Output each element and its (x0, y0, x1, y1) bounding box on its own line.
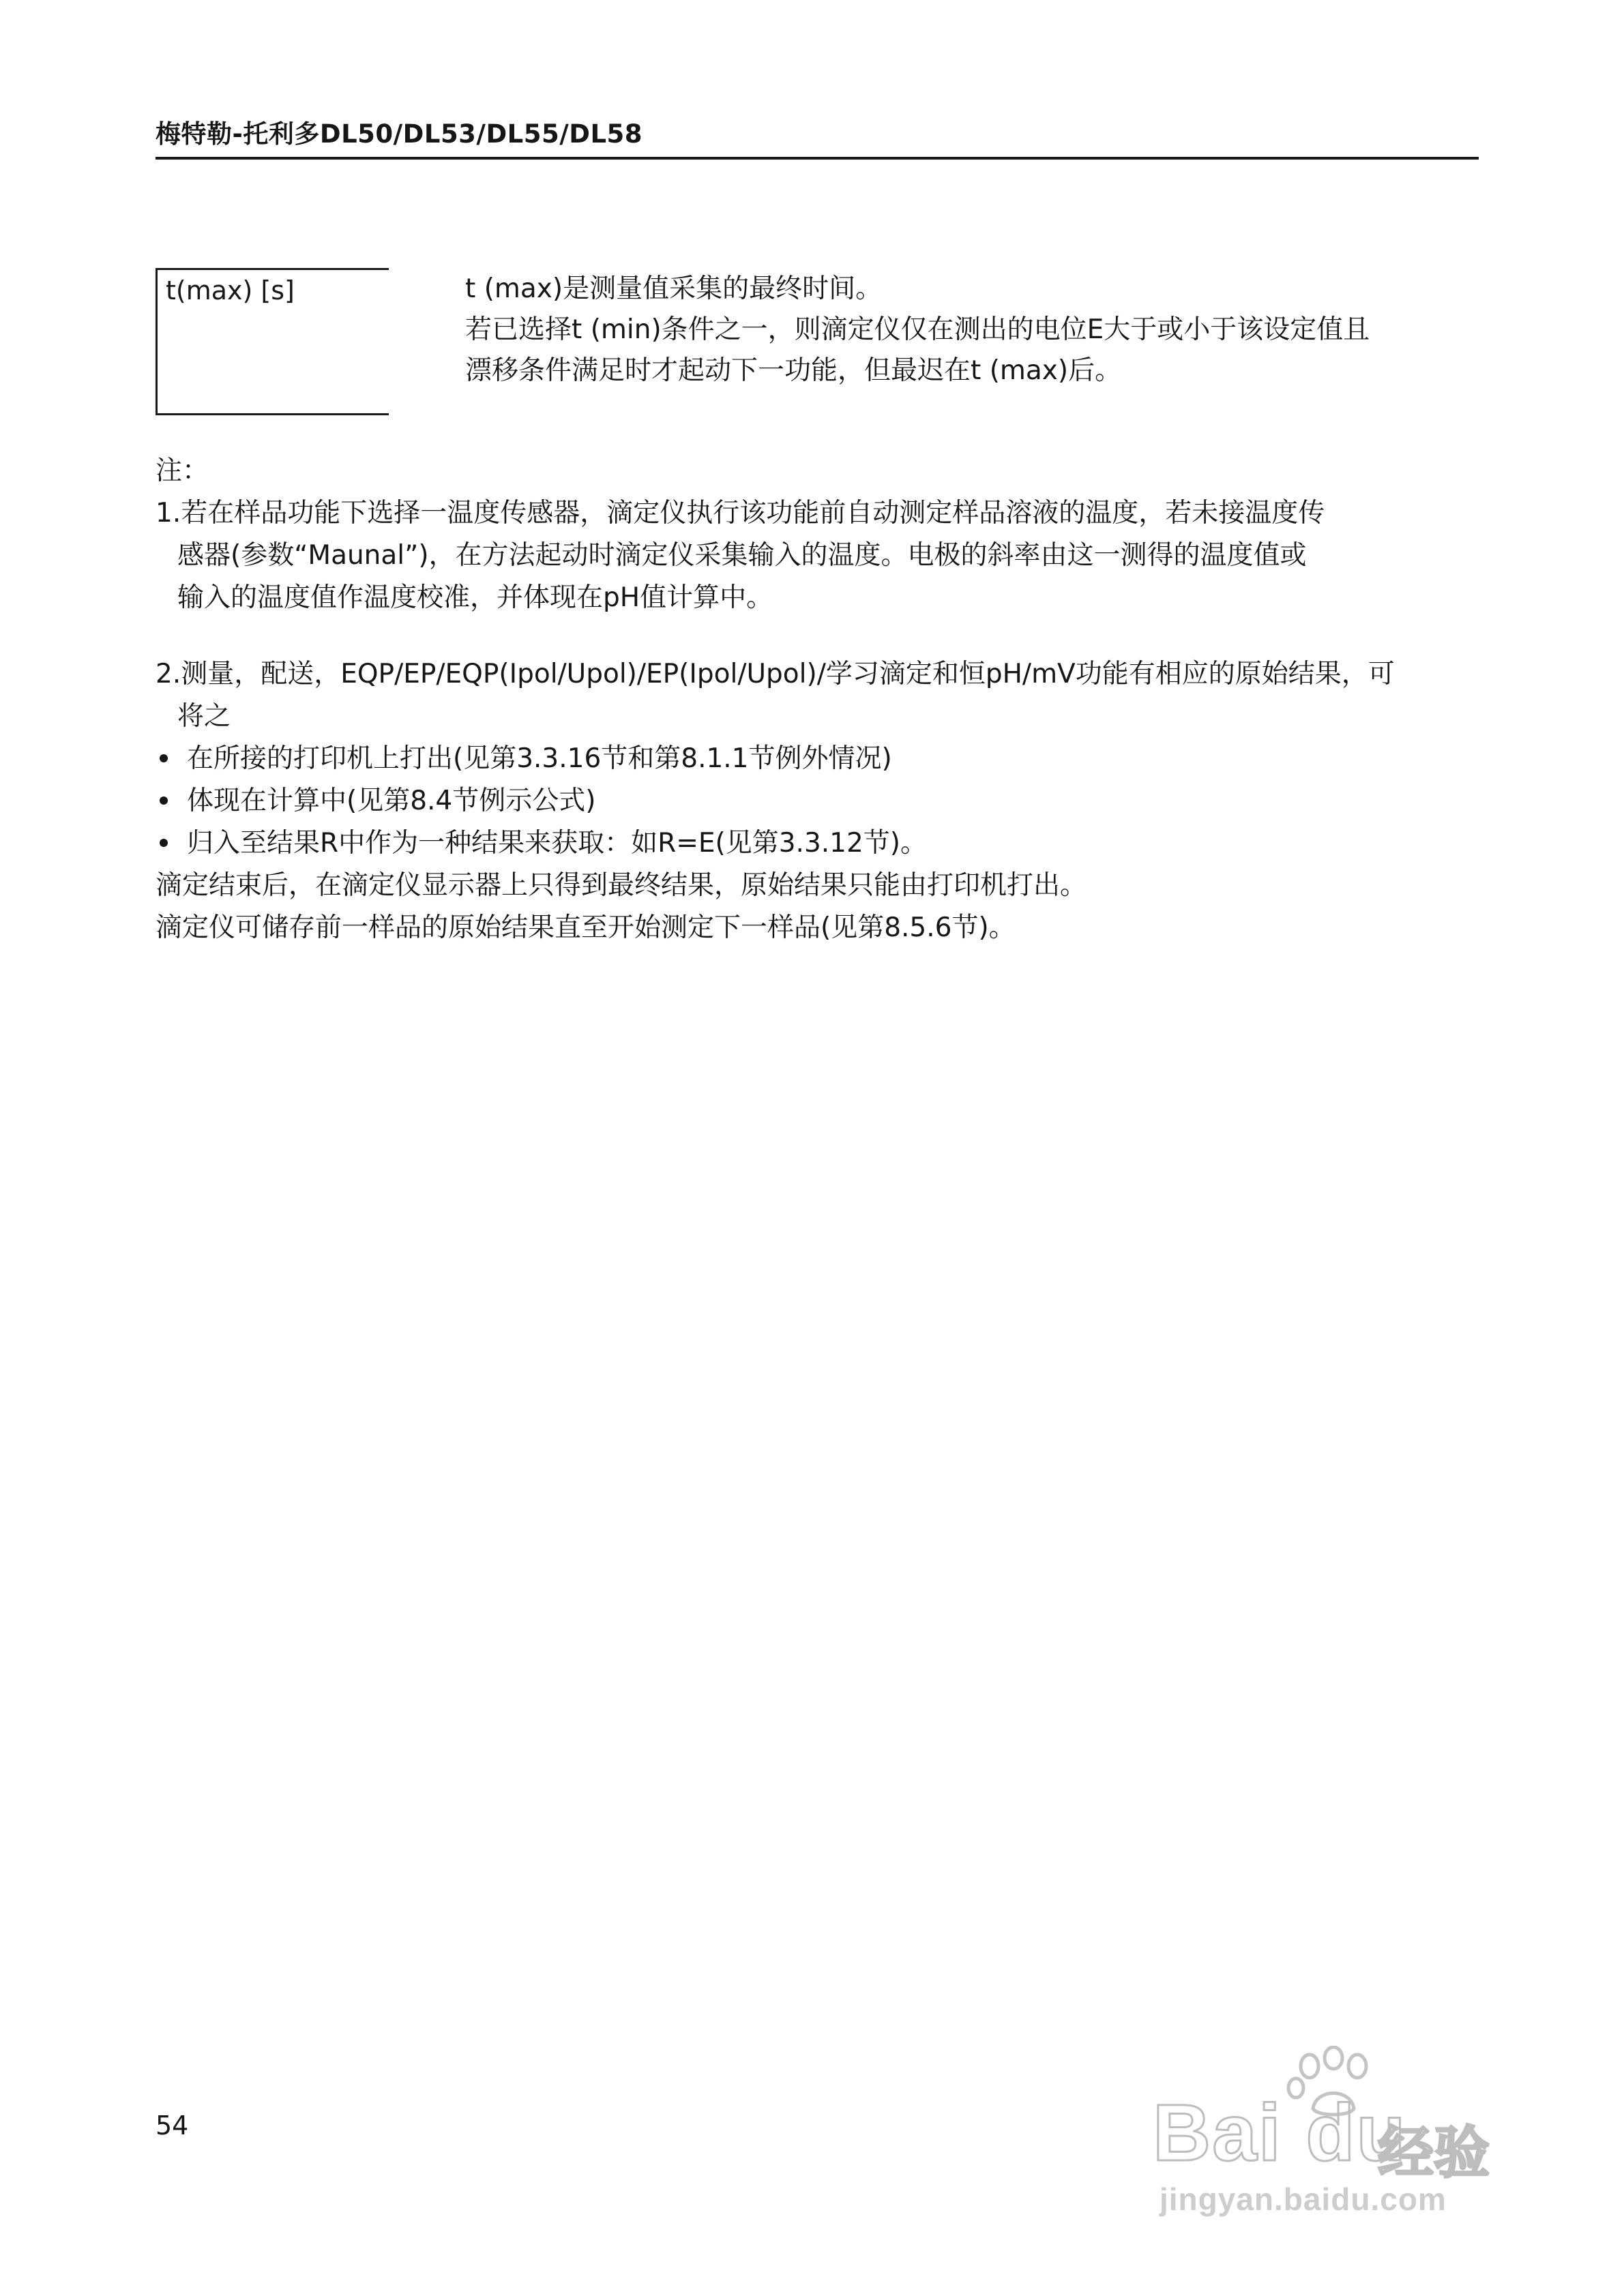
watermark-label: 经验 (1378, 2121, 1490, 2186)
bullet-icon (160, 796, 168, 805)
paragraph-gap (156, 619, 1481, 653)
parameter-label: t(max) [s] (166, 275, 295, 305)
notes-section (156, 450, 1481, 949)
bullet-item (156, 780, 1481, 822)
bullet-item (156, 822, 1481, 865)
header-title: 梅特勒-托利多DL50/DL53/DL55/DL58 (156, 119, 643, 149)
description-line: 若已选择t (min)条件之一，则滴定仪仅在测出的电位E大于或小于该设定值且 (465, 314, 1370, 345)
bullet-text: 归入至结果R中作为一种结果来获取：如R=E(见第3.3.12节)。 (187, 828, 927, 859)
watermark-url: jingyan.baidu.com (1160, 2181, 1447, 2217)
bullet-item (156, 738, 1481, 780)
bullet-icon (160, 839, 168, 847)
page-header (156, 115, 1479, 160)
watermark-brand: Bai du (1153, 2088, 1407, 2178)
parameter-box (156, 268, 389, 415)
bullet-text: 体现在计算中(见第8.4节例示公式) (187, 786, 596, 816)
page-number: 54 (156, 2111, 189, 2141)
notes-heading: 注： (156, 456, 209, 486)
description-line: t (max)是测量值采集的最终时间。 (465, 273, 883, 304)
note-1-line: 1.若在样品功能下选择一温度传感器，滴定仪执行该功能前自动测定样品溶液的温度，若未接温度传 (156, 498, 1325, 528)
baidu-watermark (1153, 2046, 1535, 2223)
note-1-line: 输入的温度值作温度校准，并体现在pH值计算中。 (177, 582, 773, 613)
closing-line: 滴定仪可储存前一样品的原始结果直至开始测定下一样品(见第8.5.6节)。 (156, 912, 1016, 943)
note-2-line: 将之 (177, 701, 231, 732)
description-line: 漂移条件满足时才起动下一功能，但最迟在t (max)后。 (465, 355, 1122, 386)
parameter-description (465, 269, 1481, 391)
closing-line: 滴定结束后，在滴定仪显示器上只得到最终结果，原始结果只能由打印机打出。 (156, 870, 1087, 901)
bullet-icon (160, 754, 168, 762)
bullet-text: 在所接的打印机上打出(见第3.3.16节和第8.1.1节例外情况) (187, 743, 892, 774)
note-1-line: 感器(参数“Maunal”)，在方法起动时滴定仪采集输入的温度。电极的斜率由这一测得的温度值或 (177, 540, 1307, 571)
note-2-line: 2.测量，配送，EQP/EP/EQP(Ipol/Upol)/EP(Ipol/Upol)/学习滴定和恒pH/mV功能有相应的原始结果，可 (156, 659, 1395, 689)
